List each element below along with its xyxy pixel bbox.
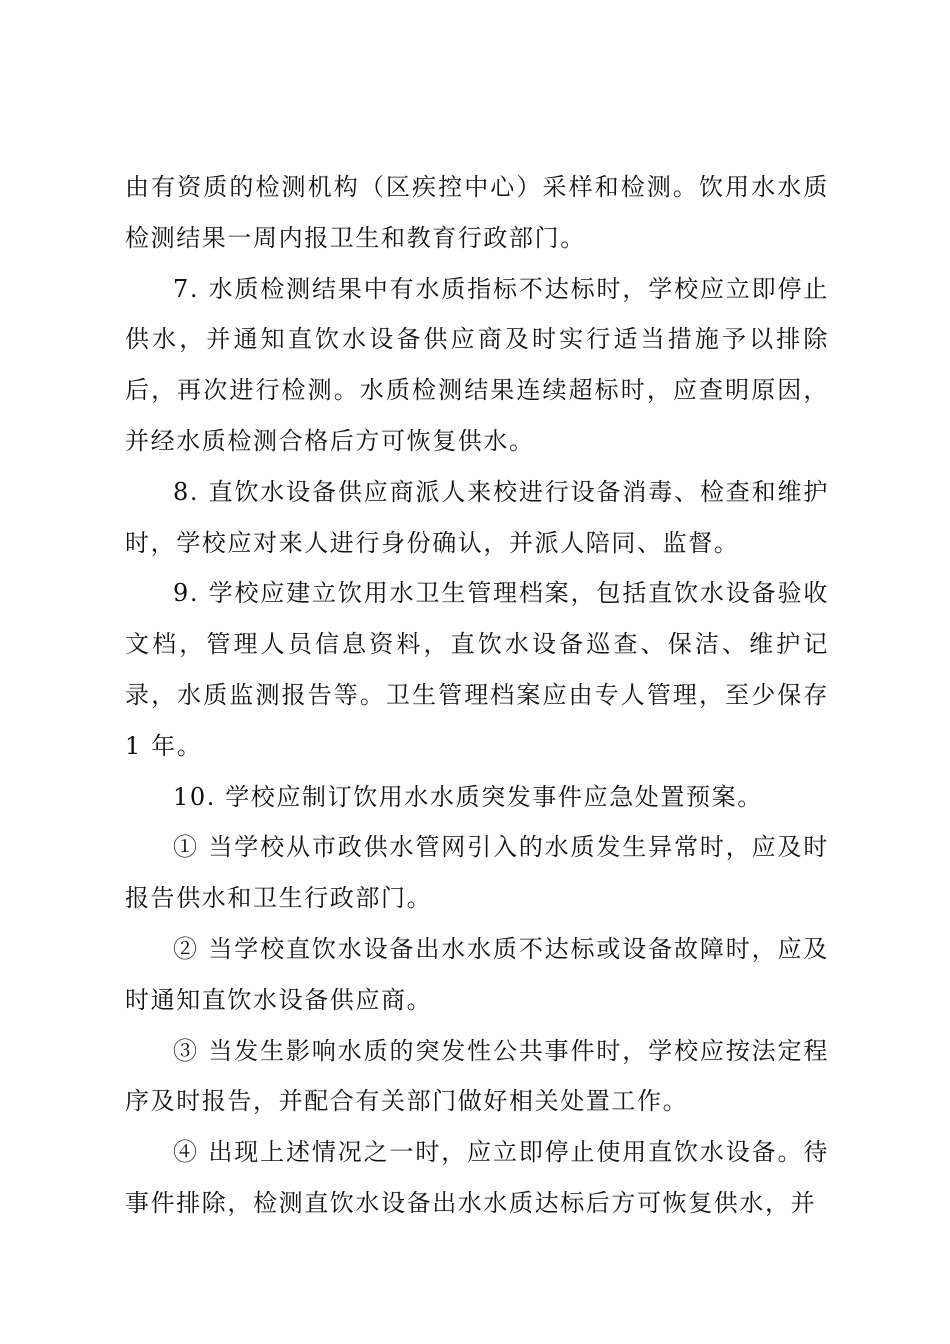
paragraph-subitem-3: ③ 当发生影响水质的突发性公共事件时，学校应按法定程序及时报告，并配合有关部门做好相关处置工作。 [125,1036,829,1116]
paragraph-item-8: 8. 直饮水设备供应商派人来校进行设备消毒、检查和维护时，学校应对来人进行身份确认，并派人陪同、监督。 [125,477,829,557]
paragraph-item-7: 7. 水质检测结果中有水质指标不达标时，学校应立即停止供水，并通知直饮水设备供应商及时实行适当措施予以排除后，再次进行检测。水质检测结果连续超标时，应查明原因，并经水质检测合格后方可恢复供水。 [125,274,829,455]
paragraph-item-10: 10. 学校应制订饮用水水质突发事件应急处置预案。 [173,782,763,811]
paragraph-subitem-4: ④ 出现上述情况之一时，应立即停止使用直饮水设备。待事件排除，检测直饮水设备出水水质达标后方可恢复供水，并 [125,1138,829,1217]
paragraph-continuation: 由有资质的检测机构（区疾控中心）采样和检测。饮用水水质检测结果一周内报卫生和教育行政部门。 [125,173,829,252]
paragraph-subitem-1: ① 当学校从市政供水管网引入的水质发生异常时，应及时报告供水和卫生行政部门。 [125,833,829,913]
document-body [125,162,829,1229]
paragraph-item-9: 9. 学校应建立饮用水卫生管理档案，包括直饮水设备验收文档，管理人员信息资料，直饮水设备巡查、保洁、维护记录，水质监测报告等。卫生管理档案应由专人管理，至少保存 1 年。 [125,579,829,760]
paragraph-subitem-2: ② 当学校直饮水设备出水水质不达标或设备故障时，应及时通知直饮水设备供应商。 [125,934,829,1014]
